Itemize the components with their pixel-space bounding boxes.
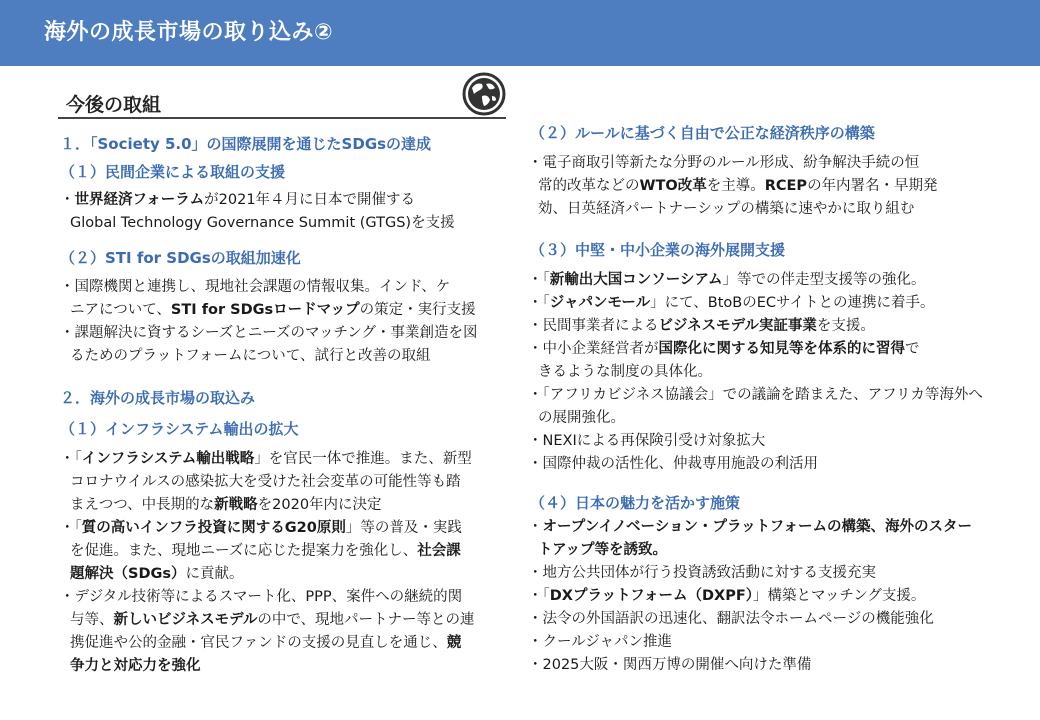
bullet-japan-5: ・クールジャパン推進	[528, 634, 673, 650]
heading-1: １．「Society 5.0」の国際展開を通じたSDGsの達成	[60, 135, 432, 153]
bullet-sti-1: ・国際機関と連携し、現地社会課題の情報収集。インド、ケ	[60, 279, 451, 295]
globe-icon	[462, 72, 506, 116]
bullet-rules-1: ・電子商取引等新たな分野のルール形成、紛争解決手続の恒	[528, 155, 920, 171]
bullet-wef-cont: Global Technology Governance Summit (GTGS)を支援	[70, 215, 455, 231]
section-divider	[58, 117, 506, 119]
bullet-infra-2: ・「質の高いインフラ投資に関するG20原則」等の普及・実践	[60, 520, 462, 536]
bullet-infra-1: ・「インフラシステム輸出戦略」を官民一体で推進。また、新型	[60, 451, 472, 467]
bullet-infra-3: ・デジタル技術等によるスマート化、PPP、案件への継続的関	[60, 589, 463, 605]
bullet-wef: ・世界経済フォーラムが2021年４月に日本で開催する	[60, 192, 416, 208]
bullet-sme-1: ・「新輸出大国コンソーシアム」等での伴走型支援等の強化。	[528, 272, 926, 288]
subheading-2-4: （４）日本の魅力を活かす施策	[530, 494, 741, 512]
bullet-infra-3-cont3: 争力と対応力を強化	[70, 658, 201, 674]
bullet-japan-4: ・法令の外国語訳の迅速化、翻訳法令ホームページの機能強化	[528, 611, 934, 627]
bullet-rules-1-cont2: 効、日英経済パートナーシップの構築に速やかに取り組む	[538, 201, 915, 217]
section-label: 今後の取組	[66, 94, 162, 116]
subheading-2-3: （３）中堅・中小企業の海外展開支援	[530, 241, 786, 259]
bullet-infra-3-cont: 与等、新しいビジネスモデルの中で、現地パートナー等との連	[70, 612, 475, 628]
bullet-japan-2: ・地方公共団体が行う投資誘致活動に対する支援充実	[528, 565, 876, 581]
bullet-sme-4-cont: きるような制度の具体化。	[538, 364, 712, 380]
bullet-japan-1: ・オープンイノベーション・プラットフォームの構築、海外のスター	[528, 519, 972, 535]
bullet-infra-1-cont2: まえつつ、中長期的な新戦略を2020年内に決定	[70, 497, 382, 513]
bullet-japan-3: ・「DXプラットフォーム（DXPF）」構築とマッチング支援。	[528, 588, 926, 604]
bullet-rules-1-cont: 常的改革などのWTO改革を主導。RCEPの年内署名・早期発	[538, 178, 938, 194]
bullet-sme-3: ・民間事業者によるビジネスモデル実証事業を支援。	[528, 318, 875, 334]
bullet-sme-4: ・中小企業経営者が国際化に関する知見等を体系的に習得で	[528, 341, 920, 357]
bullet-sti-2: ・課題解決に資するシーズとニーズのマッチング・事業創造を図	[60, 325, 478, 341]
subheading-2-2: （２）ルールに基づく自由で公正な経済秩序の構築	[530, 124, 875, 142]
heading-2: ２．海外の成長市場の取込み	[60, 389, 256, 407]
subheading-2-1: （１）インフラシステム輸出の拡大	[60, 420, 299, 438]
subheading-1-2: （２）STI for SDGsの取組加速化	[60, 249, 301, 267]
bullet-sme-6: ・NEXIによる再保険引受け対象拡大	[528, 433, 766, 449]
title-bar	[0, 0, 1040, 66]
subheading-1-1: （１）民間企業による取組の支援	[60, 163, 286, 181]
bullet-sme-7: ・国際仲裁の活性化、仲裁専用施設の利活用	[528, 456, 818, 472]
bullet-japan-6: ・2025大阪・関西万博の開催へ向けた準備	[528, 657, 812, 673]
bullet-infra-2-cont2: 題解決（SDGs）に貢献。	[70, 566, 244, 582]
bullet-sme-5: ・「アフリカビジネス協議会」での議論を踏まえた、アフリカ等海外へ	[528, 387, 983, 403]
bullet-sme-2: ・「ジャパンモール」にて、BtoBのECサイトとの連携に着手。	[528, 295, 935, 311]
bullet-sme-5-cont: の展開強化。	[538, 410, 625, 426]
bullet-infra-3-cont2: 携促進や公的金融・官民ファンドの支援の見直しを通じ、競	[70, 635, 462, 651]
bullet-japan-1-cont: トアップ等を誘致。	[538, 542, 668, 558]
bullet-sti-1-cont: ニアについて、STI for SDGsロードマップの策定・実行支援	[70, 302, 476, 318]
bullet-infra-1-cont: コロナウイルスの感染拡大を受けた社会変革の可能性等も踏	[70, 474, 461, 490]
bullet-infra-2-cont: を促進。また、現地ニーズに応じた提案力を強化し、社会課	[70, 543, 461, 559]
page-title: 海外の成長市場の取り込み②	[44, 20, 334, 45]
bullet-sti-2-cont: るためのプラットフォームについて、試行と改善の取組	[70, 348, 431, 364]
